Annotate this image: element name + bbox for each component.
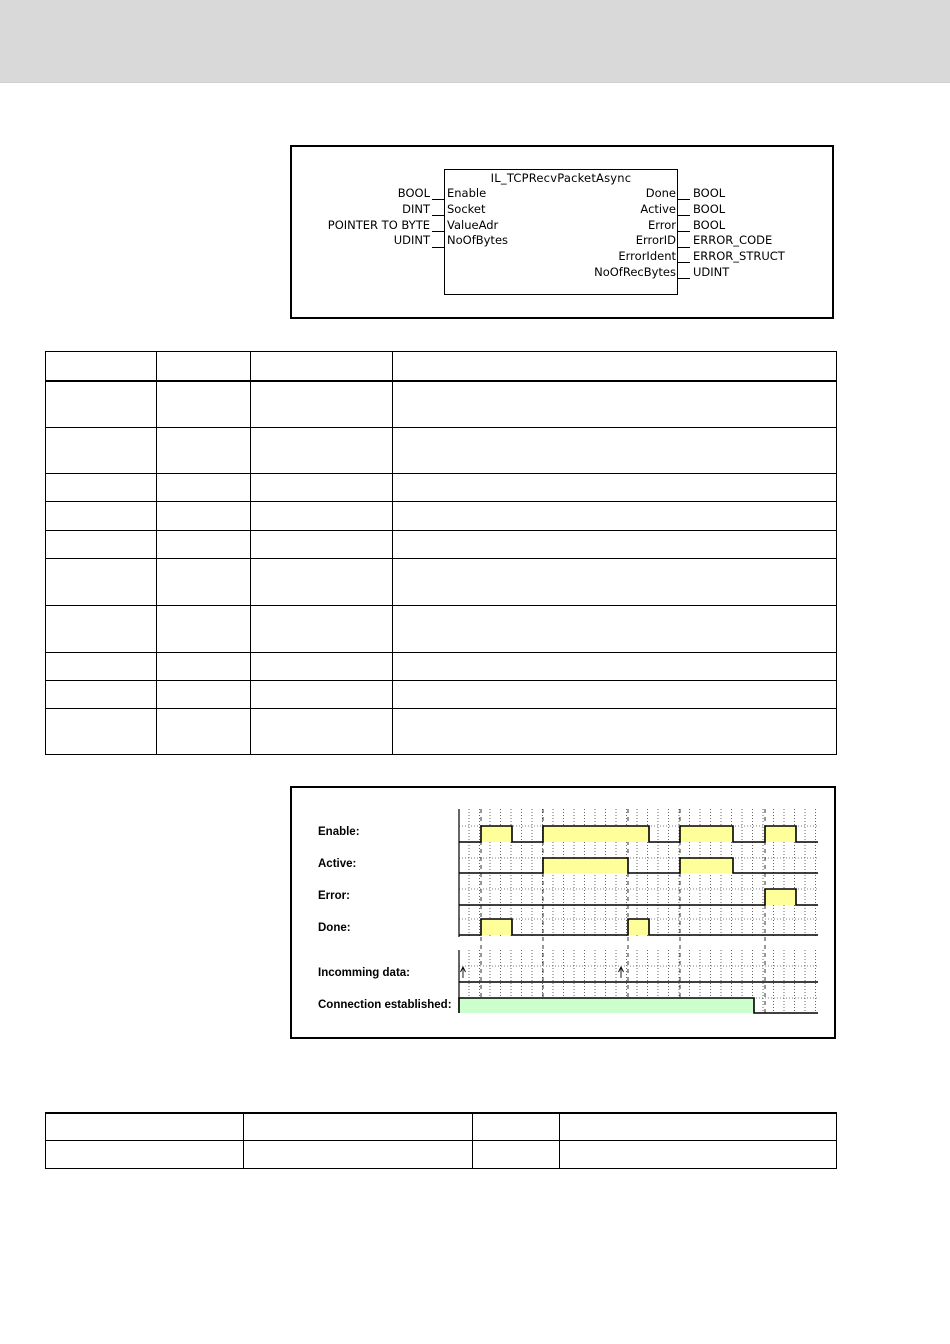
active-signal-waveform — [459, 858, 818, 873]
output-name-errorident: ErrorIdent — [618, 249, 676, 263]
enable-signal-pulse — [481, 826, 512, 842]
timing-label-error: Error: — [318, 890, 350, 902]
table-column-rule — [472, 1112, 473, 1169]
active-signal-pulse — [543, 858, 628, 873]
input-name-noofbytes: NoOfBytes — [447, 233, 509, 247]
input-type-socket: DINT — [402, 202, 430, 216]
timing-label-active: Active: — [318, 858, 357, 870]
error-signal-pulse — [765, 889, 796, 905]
table-column-rule — [45, 1112, 46, 1169]
input-type-valueadr: POINTER TO BYTE — [327, 218, 430, 232]
done-signal-pulse — [628, 919, 649, 935]
output-type-noofrecbytes: UDINT — [693, 265, 730, 279]
output-name-error: Error — [647, 218, 676, 232]
table-rule — [45, 1140, 837, 1141]
enable-signal-pulse — [680, 826, 733, 842]
input-type-enable: BOOL — [397, 186, 430, 200]
connection-signal-pulse — [459, 998, 754, 1013]
table-column-rule — [836, 1112, 837, 1169]
done-signal-pulse — [481, 919, 512, 935]
enable-signal-pulse — [543, 826, 649, 842]
output-name-errorid: ErrorID — [635, 233, 676, 247]
timing-label-incoming-data: Incomming data: — [318, 967, 411, 979]
input-type-noofbytes: UDINT — [393, 233, 430, 247]
output-type-errorident: ERROR_STRUCT — [693, 249, 785, 263]
table-column-rule — [243, 1112, 244, 1169]
timing-label-enable: Enable: — [318, 826, 360, 838]
output-name-done: Done — [645, 186, 676, 200]
output-type-done: BOOL — [693, 186, 726, 200]
enable-signal-pulse — [765, 826, 796, 842]
table-column-rule — [559, 1112, 560, 1169]
table-rule — [45, 1168, 837, 1169]
function-block-title: IL_TCPRecvPacketAsync — [490, 171, 632, 185]
output-type-errorid: ERROR_CODE — [693, 233, 773, 247]
output-name-noofrecbytes: NoOfRecBytes — [594, 265, 676, 279]
input-name-socket: Socket — [447, 202, 486, 216]
output-type-active: BOOL — [693, 202, 726, 216]
active-signal-pulse — [680, 858, 733, 873]
input-name-enable: Enable — [447, 186, 487, 200]
output-name-active: Active — [640, 202, 676, 216]
timing-label-connection: Connection established: — [318, 999, 452, 1011]
table-rule — [45, 1112, 837, 1114]
error-signal-waveform — [459, 889, 818, 905]
input-name-valueadr: ValueAdr — [447, 218, 499, 232]
output-type-error: BOOL — [693, 218, 726, 232]
error-table — [45, 1112, 837, 1169]
timing-label-done: Done: — [318, 922, 351, 934]
